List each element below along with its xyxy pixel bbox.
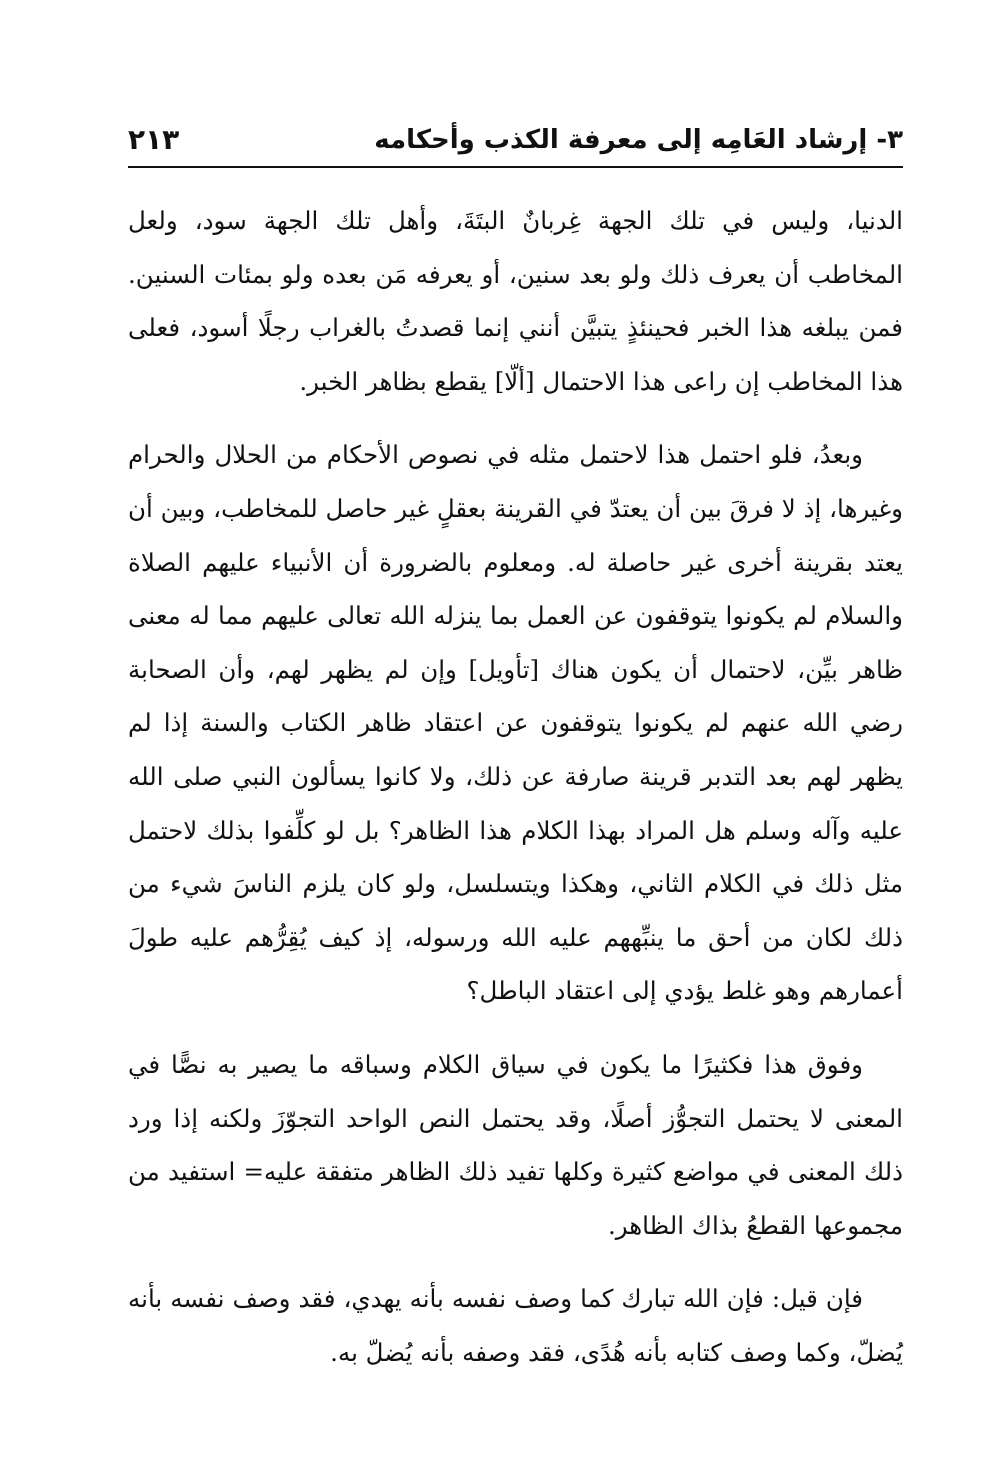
page-number: ٢١٣ xyxy=(128,123,180,156)
paragraph-3: وفوق هذا فكثيرًا ما يكون في سياق الكلام وسباقه ما يصير به نصًّا في المعنى لا يحتمل التجوُّز أصلًا، وقد يحتمل النص الواحد التجوّزَ ولكنه إذا ورد ذلك المعنى في مواضع كثيرة وكلها تفيد ذلك الظاهر متفقة عليه= استفيد من مجموعها القطعُ بذاك الظاهر. xyxy=(128,1049,903,1240)
header-title: ٣- إرشاد العَامِه إلى معرفة الكذب وأحكامه xyxy=(374,125,903,155)
running-header xyxy=(128,118,903,168)
book-page xyxy=(128,118,903,1367)
paragraph-4: فإن قيل: فإن الله تبارك كما وصف نفسه بأنه يهدي، فقد وصف نفسه بأنه يُضلّ، وكما وصف كتابه بأنه هُدًى، فقد وصفه بأنه يُضلّ به. xyxy=(128,1284,903,1367)
body-text xyxy=(128,194,903,1379)
paragraph-1: الدنيا، وليس في تلك الجهة غِربانٌ البتَةَ، وأهل تلك الجهة سود، ولعل المخاطب أن يعرف ذلك ولو بعد سنين، أو يعرفه مَن بعده ولو بمئات السنين. فمن يبلغه هذا الخبر فحينئذٍ يتبيَّن أنني إنما قصدتُ بالغراب رجلًا أسود، فعلى هذا المخاطب إن راعى هذا الاحتمال [ألّا] يقطع بظاهر الخبر. xyxy=(128,206,903,396)
paragraph-2: وبعدُ، فلو احتمل هذا لاحتمل مثله في نصوص الأحكام من الحلال والحرام وغيرها، إذ لا فرقَ بين أن يعتدّ في القرينة بعقلٍ غير حاصل للمخاطب، وبين أن يعتد بقرينة أخرى غير حاصلة له. ومعلوم بالضرورة أن الأنبياء عليهم الصلاة والسلام لم يكونوا يتوقفون عن العمل بما ينزله الله تعالى عليهم مما له معنى ظاهر بيِّن، لاحتمال أن يكون هناك [تأويل] وإن لم يظهر لهم، وأن الصحابة رضي الله عنهم لم يكونوا يتوقفون عن اعتقاد ظاهر الكتاب والسنة إذا لم يظهر لهم بعد التدبر قرينة صارفة عن ذلك، ولا كانوا يسألون النبي صلى الله عليه وآله وسلم هل المراد بهذا الكلام هذا الظاهر؟ بل لو كلِّفوا بذلك لاحتمل مثل ذلك في الكلام الثاني، وهكذا ويتسلسل، ولو كان يلزم الناسَ شيء من ذلك لكان من أحق ما ينبِّههم عليه الله ورسوله، إذ كيف يُقِرُّهم عليه طولَ أعمارهم وهو غلط يؤدي إلى اعتقاد الباطل؟ xyxy=(128,440,903,1006)
